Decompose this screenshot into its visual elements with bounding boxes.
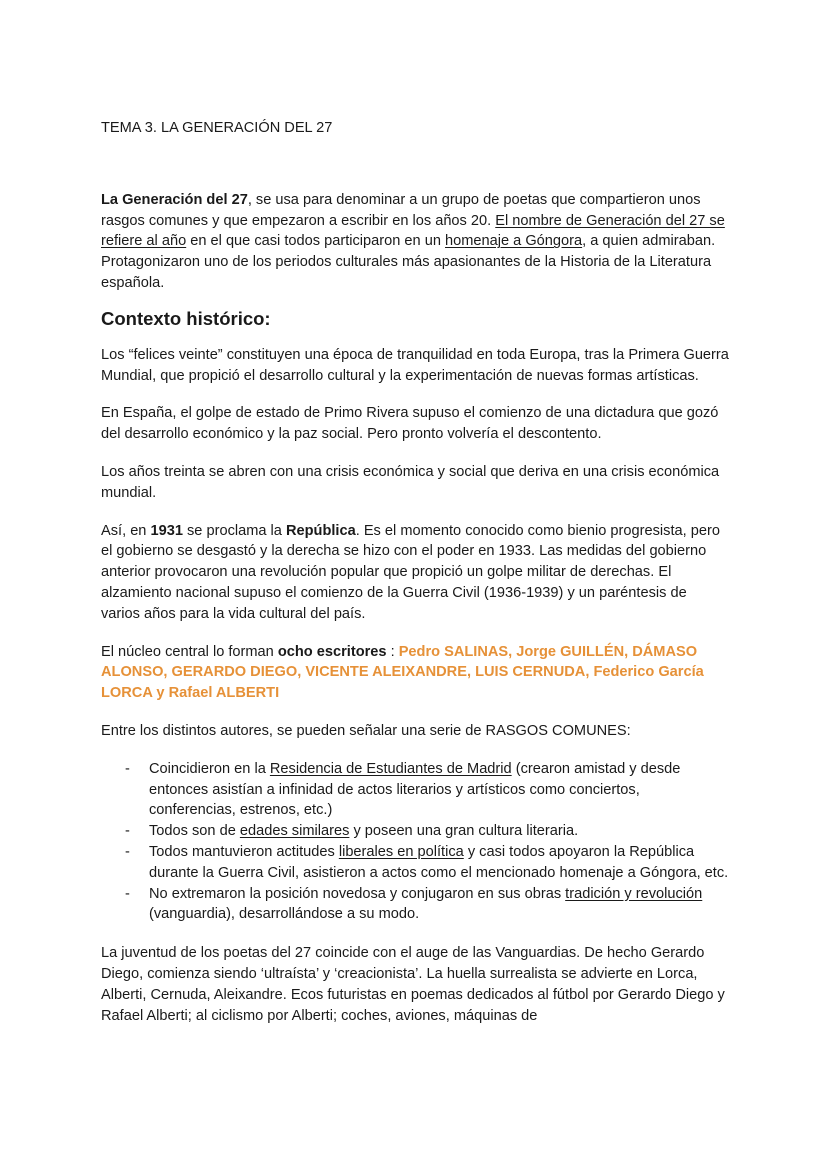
text-run: y poseen una gran cultura literaria.: [349, 823, 579, 840]
text-run: La juventud de los poetas del 27 coincide con el auge de las Vanguardias. De hecho Gerardo Diego, comienza siendo ‘ultraísta’ y ‘creacionista’. La huella surrealista se advierte en Lorca, Alberti, Cernuda, Aleixandre. Ecos futuristas en poemas dedicados al fútbol por Gerardo Diego y Rafael Alberti; al ciclismo por Alberti; coches, aviones, máquinas de: [101, 945, 725, 1024]
paragraph-anos-treinta: [101, 462, 729, 504]
text-run: (crearon amistad y desde entonces asistían a infinidad de actos literarios y artísticos como conciertos, conferencias, estrenos, etc.): [149, 760, 681, 819]
underlined-text: tradición y revolución: [565, 885, 703, 902]
text-run: y casi todos apoyaron la República durante la Guerra Civil, asistieron a actos como el mencionado homenaje a Góngora, etc.: [149, 843, 729, 881]
paragraph-primo-rivera: [101, 403, 729, 445]
text-run: , a quien admiraban. Protagonizaron uno de los periodos culturales más apasionantes de la Historia de la Literatura española.: [101, 233, 716, 291]
list-item: [101, 759, 729, 821]
paragraph-vanguardias: [101, 943, 729, 1026]
bold-text: ocho escritores: [277, 643, 387, 660]
paragraph-felices-veinte: [101, 345, 729, 387]
underlined-text: homenaje a Góngora: [445, 233, 583, 250]
text-run: Todos mantuvieron actitudes: [149, 843, 339, 860]
paragraph-nucleo-central: [101, 642, 729, 704]
list-item: [101, 884, 729, 926]
bold-text: 1931: [150, 522, 183, 539]
text-run: Los años treinta se abren con una crisis económica y social que deriva en una crisis económica mundial.: [101, 463, 720, 501]
text-run: El núcleo central lo forman: [101, 643, 278, 660]
bold-text: República: [285, 522, 356, 539]
text-run: Coincidieron en la: [149, 760, 270, 777]
intro-paragraph: [101, 190, 729, 294]
document-page: [101, 118, 729, 1043]
underlined-text: liberales en política: [338, 843, 464, 860]
text-run: Los “felices veinte” constituyen una época de tranquilidad en toda Europa, tras la Primera Guerra Mundial, que propició el desarrollo cultural y la experimentación de nuevas formas artísticas.: [101, 346, 729, 384]
text-run: en el que casi todos participaron en un: [186, 233, 445, 250]
list-item: [101, 821, 729, 842]
paragraph-rasgos-comunes: [101, 721, 729, 742]
underlined-text: edades similares: [239, 823, 350, 840]
list-item: [101, 842, 729, 884]
section-heading: Contexto histórico:: [101, 307, 271, 329]
text-run: En España, el golpe de estado de Primo Rivera supuso el comienzo de una dictadura que gozó del desarrollo económico y la paz social. Pero pronto volvería el descontento.: [101, 405, 719, 443]
text-run: (vanguardia), desarrollándose a su modo.: [149, 906, 420, 923]
text-run: Entre los distintos autores, se pueden señalar una serie de RASGOS COMUNES:: [101, 722, 631, 739]
highlighted-author-names: Pedro SALINAS, Jorge GUILLÉN, DÁMASO ALONSO, GERARDO DIEGO, VICENTE ALEIXANDRE, LUIS CERNUDA, Federico García LORCA y Rafael ALBERTI: [101, 643, 704, 702]
text-run: :: [386, 643, 399, 660]
text-run: Todos son de: [149, 823, 240, 840]
rasgos-list: [101, 759, 729, 925]
text-run: No extremaron la posición novedosa y conjugaron en sus obras: [149, 885, 566, 902]
paragraph-republica: [101, 521, 729, 625]
text-run: , se usa para denominar a un grupo de poetas que compartieron unos rasgos comunes y que empezaron a escribir en los años 20.: [101, 191, 701, 229]
text-run: Así, en: [101, 522, 151, 539]
document-title: TEMA 3. LA GENERACIÓN DEL 27: [101, 120, 333, 136]
text-run: se proclama la: [182, 522, 286, 539]
bold-text: La Generación del 27: [101, 191, 248, 208]
underlined-text: El nombre de Generación del 27 se refiere al año: [101, 212, 725, 250]
text-run: . Es el momento conocido como bienio progresista, pero el gobierno se desgastó y la derecha se hizo con el poder en 1933. Las medidas del gobierno anterior provocaron una revolución popular que propició un golpe militar de derechas. El alzamiento nacional supuso el comienzo de la Guerra Civil (1936-1939) y un paréntesis de varios años para la vida cultural del país.: [101, 522, 720, 622]
underlined-text: Residencia de Estudiantes de Madrid: [269, 760, 512, 777]
